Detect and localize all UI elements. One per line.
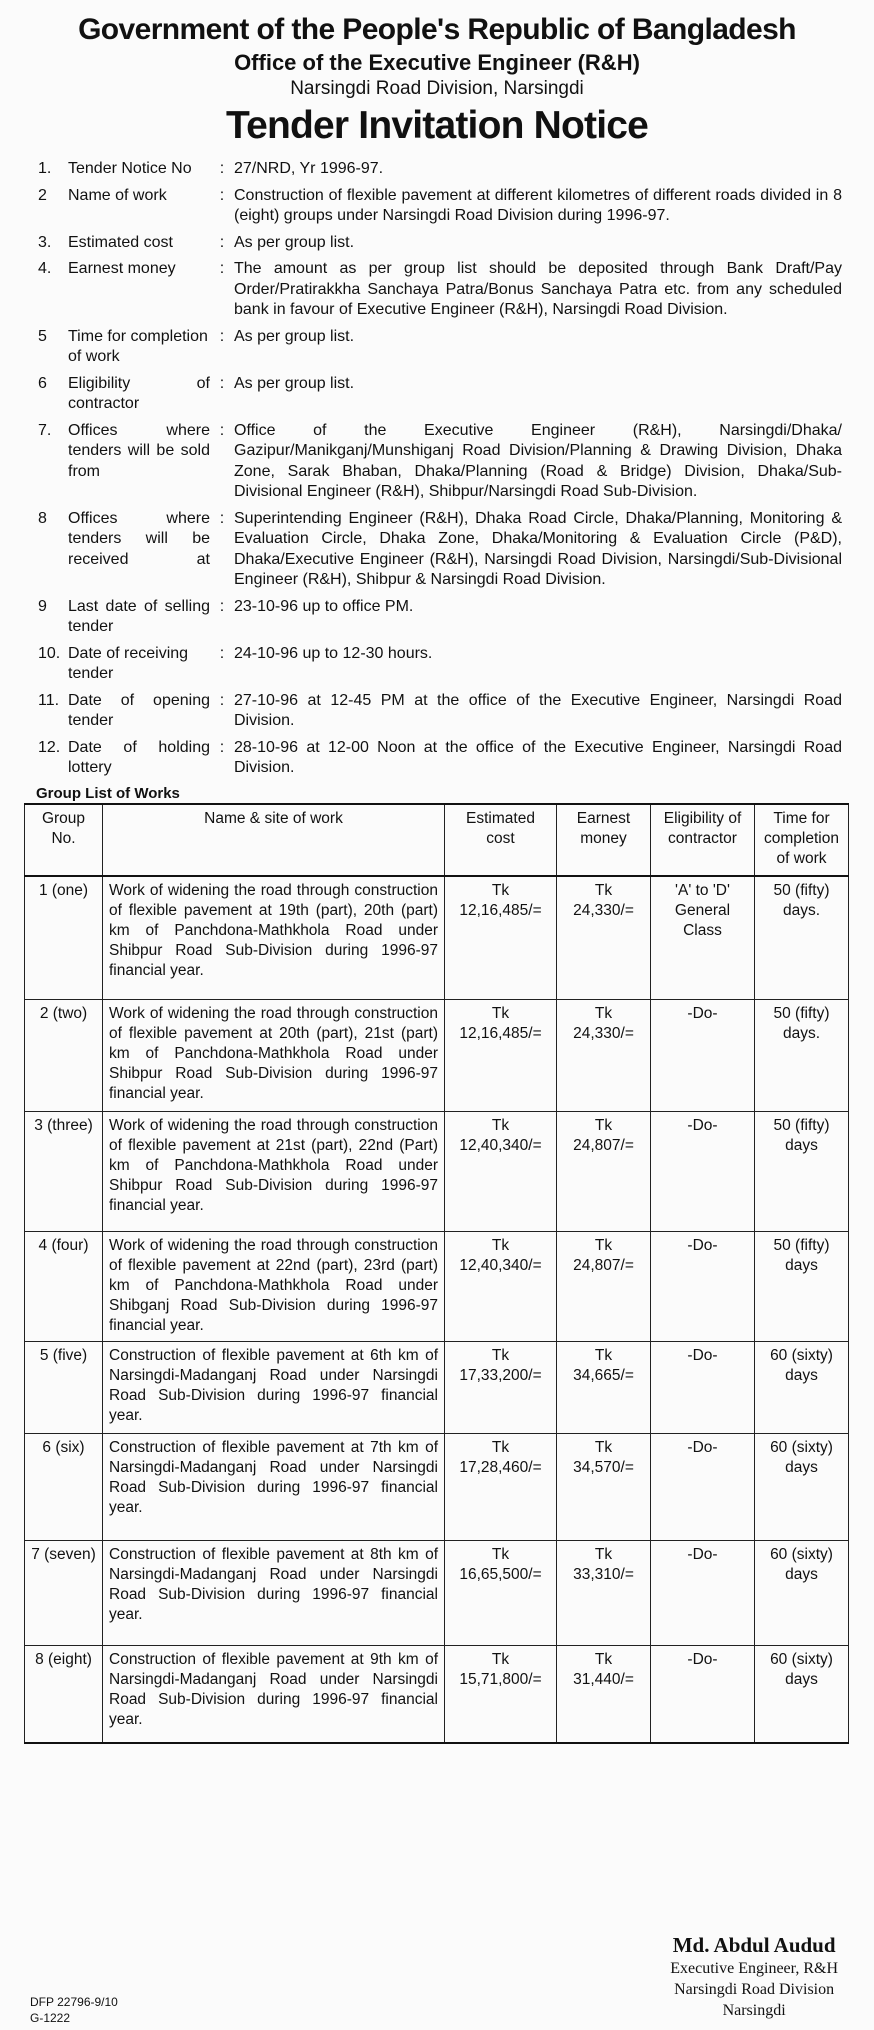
eligibility-cell: -Do- (651, 1341, 755, 1433)
clause-item (24, 421, 850, 503)
clause-value: 27-10-96 at 12-45 PM at the office of the Executive Engineer, Narsingdi Road Division. (234, 691, 842, 729)
group-cell: 2 (two) (25, 999, 103, 1111)
time-cell: 50 (fifty) days. (755, 999, 849, 1111)
time-cell: 50 (fifty) days (755, 1111, 849, 1231)
earnest-value: 24,807/= (573, 1256, 634, 1274)
clause-colon: : (219, 233, 225, 251)
header-group: Group No. (25, 804, 103, 876)
clause-label: Tender Notice No (68, 160, 192, 177)
publication-codes (30, 1994, 118, 2026)
clause-item (24, 691, 850, 732)
work-name-cell: Work of widening the road through construction of flexible pavement at 20th (part), 21st (part) km of Panchdona-Mathkhola Road under Shibpur Road Sub-Division during 1996-97 financial year. (103, 999, 445, 1111)
clause-colon: : (219, 421, 225, 439)
clause-colon: : (219, 597, 225, 615)
cost-cell (445, 1111, 557, 1231)
clause-item (24, 159, 850, 180)
table-row (25, 1645, 849, 1743)
cost-cell (445, 1540, 557, 1645)
cost-cell (445, 1231, 557, 1341)
cost-cell (445, 1433, 557, 1540)
earnest-cell (557, 1645, 651, 1743)
earnest-unit: Tk (594, 1346, 613, 1364)
clause-value: As per group list. (234, 327, 355, 345)
clause-number: 12. (38, 738, 61, 756)
eligibility-cell: -Do- (651, 1111, 755, 1231)
clause-number: 5 (38, 327, 47, 345)
work-name-cell: Construction of flexible pavement at 6th km of Narsingdi-Madanganj Road under Narsingdi Road Sub-Division during 1996-97 financial year. (103, 1341, 445, 1433)
clause-value: 27/NRD, Yr 1996-97. (234, 160, 384, 177)
cost-unit: Tk (491, 1004, 510, 1022)
clause-number: 2 (38, 186, 47, 204)
clause-number: 1. (38, 160, 52, 177)
clause-number: 8 (38, 509, 47, 527)
header-earnest: Earnest money (557, 804, 651, 876)
clause-value: As per group list. (234, 374, 355, 392)
cost-cell (445, 876, 557, 1000)
dfp-code: DFP 22796-9/10 (30, 1995, 118, 2009)
eligibility-cell: 'A' to 'D' General Class (651, 876, 755, 1000)
signature-block (670, 1932, 838, 2021)
work-name-cell: Construction of flexible pavement at 8th km of Narsingdi-Madanganj Road under Narsingdi Road Sub-Division during 1996-97 financial year. (103, 1540, 445, 1645)
group-cell: 4 (four) (25, 1231, 103, 1341)
earnest-unit: Tk (594, 1545, 613, 1563)
group-list-table (24, 803, 849, 1744)
division-name: Narsingdi Road Division, Narsingdi (290, 78, 584, 99)
clause-item (24, 233, 850, 254)
clause-value: The amount as per group list should be deposited through Bank Draft/Pay Order/Pratirakkha Sanchaya Patra/Bonus Sanchaya Patra etc. from any scheduled bank in favour of Executive Engineer (R&H), Narsingdi Road Division. (234, 260, 842, 318)
cost-cell (445, 999, 557, 1111)
header-cost: Estimated cost (445, 804, 557, 876)
group-cell: 5 (five) (25, 1341, 103, 1433)
earnest-value: 34,665/= (573, 1366, 634, 1384)
eligibility-cell: -Do- (651, 1645, 755, 1743)
earnest-unit: Tk (594, 1116, 613, 1134)
clause-value: 24-10-96 up to 12-30 hours. (234, 644, 433, 662)
notice-clauses (24, 159, 850, 779)
earnest-cell (557, 1231, 651, 1341)
clause-label: Date of receiving tender (68, 644, 189, 682)
clause-value: Superintending Engineer (R&H), Dhaka Road Circle, Dhaka/Planning, Monitoring & Evaluation Circle, Dhaka Zone, Dhaka/Monitoring & Evaluation Circle (P&D), Dhaka/Executive Engineer (R&H), Narsingdi Road Division, Narsingdi/Sub-Divisional Engineer (R&H), Shibpur & Narsingdi Road Division. (234, 509, 842, 588)
cost-unit: Tk (491, 1116, 510, 1134)
clause-label: Earnest money (68, 260, 176, 277)
earnest-cell (557, 1540, 651, 1645)
clause-number: 4. (38, 260, 52, 277)
cost-unit: Tk (491, 1236, 510, 1254)
clause-colon: : (219, 644, 225, 662)
cost-unit: Tk (491, 1545, 510, 1563)
clause-colon: : (219, 260, 225, 277)
clause-item (24, 509, 850, 591)
earnest-value: 34,570/= (573, 1458, 634, 1476)
work-name-cell: Work of widening the road through construction of flexible pavement at 22nd (part), 23rd (part) km of Panchdona-Mathkhola Road under Shibganj Road Sub-Division during 1996-97 financial year. (103, 1231, 445, 1341)
eligibility-cell: -Do- (651, 1231, 755, 1341)
cost-value: 16,65,500/= (459, 1565, 542, 1583)
table-row (25, 999, 849, 1111)
clause-label: Estimated cost (68, 233, 173, 251)
cost-value: 17,33,200/= (459, 1366, 542, 1384)
clause-item (24, 597, 850, 638)
clause-colon: : (219, 374, 225, 392)
time-cell: 60 (sixty) days (755, 1433, 849, 1540)
clause-label: Time for completion of work (68, 327, 208, 365)
earnest-unit: Tk (594, 1236, 613, 1254)
work-name-cell: Work of widening the road through construction of flexible pavement at 21st (part), 22nd (Part) km of Panchdona-Mathkhola Road under Shibpur Road Sub-Division during 1996-97 financial year. (103, 1111, 445, 1231)
clause-number: 6 (38, 374, 47, 392)
clause-colon: : (219, 186, 225, 204)
earnest-value: 33,310/= (573, 1565, 634, 1583)
clause-item (24, 186, 850, 227)
eligibility-cell: -Do- (651, 1540, 755, 1645)
time-cell: 60 (sixty) days (755, 1341, 849, 1433)
cost-cell (445, 1341, 557, 1433)
group-cell: 3 (three) (25, 1111, 103, 1231)
work-name-cell: Construction of flexible pavement at 9th km of Narsingdi-Madanganj Road under Narsingdi Road Sub-Division during 1996-97 financial year. (103, 1645, 445, 1743)
earnest-cell (557, 999, 651, 1111)
government-name: Government of the People's Republic of Bangladesh (78, 13, 796, 46)
earnest-unit: Tk (594, 1650, 613, 1668)
table-row (25, 876, 849, 1000)
table-row (25, 1111, 849, 1231)
table-row (25, 1231, 849, 1341)
clause-number: 3. (38, 233, 52, 251)
header-eligibility: Eligibility of contractor (651, 804, 755, 876)
time-cell: 60 (sixty) days (755, 1645, 849, 1743)
work-name-cell: Work of widening the road through construction of flexible pavement at 19th (part), 20th (part) km of Panchdona-Mathkhola Road under Shibpur Road Sub-Division during 1996-97 financial year. (103, 876, 445, 1000)
clause-value: 28-10-96 at 12-00 Noon at the office of the Executive Engineer, Narsingdi Road Division. (234, 738, 842, 776)
earnest-value: 24,807/= (573, 1136, 634, 1154)
cost-value: 12,16,485/= (459, 901, 542, 919)
cost-value: 12,16,485/= (459, 1024, 542, 1042)
earnest-cell (557, 876, 651, 1000)
eligibility-cell: -Do- (651, 999, 755, 1111)
table-row (25, 1341, 849, 1433)
clause-label: Date of holding lottery (68, 738, 210, 776)
clause-number: 10. (38, 644, 61, 662)
clause-label: Eligibility of contractor (68, 374, 210, 412)
clause-item (24, 374, 850, 415)
work-name-cell: Construction of flexible pavement at 7th km of Narsingdi-Madanganj Road under Narsingdi Road Sub-Division during 1996-97 financial year. (103, 1433, 445, 1540)
clause-number: 7. (38, 421, 52, 439)
time-cell: 60 (sixty) days (755, 1540, 849, 1645)
clause-label: Date of opening tender (68, 691, 210, 729)
cost-value: 12,40,340/= (459, 1256, 542, 1274)
group-list-label: Group List of Works (36, 784, 180, 802)
table-header-row (25, 804, 849, 876)
header-time: Time for completion of work (755, 804, 849, 876)
time-cell: 50 (fifty) days (755, 1231, 849, 1341)
time-cell: 50 (fifty) days. (755, 876, 849, 1000)
clause-label: Offices where tenders will be received at (68, 509, 210, 568)
earnest-value: 24,330/= (573, 901, 634, 919)
signatory-place: Narsingdi (722, 2002, 786, 2019)
clause-item (24, 738, 850, 779)
earnest-cell (557, 1341, 651, 1433)
eligibility-cell: -Do- (651, 1433, 755, 1540)
clause-value: Office of the Executive Engineer (R&H), Narsingdi/Dhaka/ Gazipur/Manikganj/Munshiganj Road Division/Planning & Drawing Division, Dhaka Zone, Sarak Bhaban, Dhaka/Planning (Road & Bridge) Division, Dhaka/Sub-Divisional Engineer (R&H), Shibpur/Narsingdi Road Sub-Division. (234, 421, 842, 500)
notice-header (24, 12, 850, 149)
g-code: G-1222 (30, 2011, 71, 2025)
earnest-unit: Tk (594, 881, 613, 899)
group-cell: 8 (eight) (25, 1645, 103, 1743)
clause-label: Offices where tenders will be sold from (68, 421, 210, 480)
group-cell: 7 (seven) (25, 1540, 103, 1645)
clause-value: 23-10-96 up to office PM. (234, 597, 414, 615)
clause-colon: : (219, 691, 225, 709)
clause-colon: : (219, 738, 225, 756)
clause-value: Construction of flexible pavement at different kilometres of different roads divided in 8 (eight) groups under Narsingdi Road Division during 1996-97. (234, 186, 842, 224)
cost-value: 15,71,800/= (459, 1670, 542, 1688)
earnest-unit: Tk (594, 1438, 613, 1456)
earnest-value: 24,330/= (573, 1024, 634, 1042)
signatory-name: Md. Abdul Audud (672, 1933, 836, 1957)
cost-cell (445, 1645, 557, 1743)
earnest-unit: Tk (594, 1004, 613, 1022)
cost-unit: Tk (491, 881, 510, 899)
signatory-designation: Executive Engineer, R&H (670, 1960, 838, 1977)
notice-title: Tender Invitation Notice (225, 104, 649, 147)
cost-value: 17,28,460/= (459, 1458, 542, 1476)
signatory-division: Narsingdi Road Division (674, 1981, 835, 1998)
cost-unit: Tk (491, 1650, 510, 1668)
clause-colon: : (219, 327, 225, 345)
clause-label: Name of work (68, 186, 167, 204)
group-cell: 1 (one) (25, 876, 103, 1000)
earnest-cell (557, 1433, 651, 1540)
office-name: Office of the Executive Engineer (R&H) (234, 50, 640, 75)
header-name: Name & site of work (103, 804, 445, 876)
table-row (25, 1433, 849, 1540)
clause-number: 11. (38, 691, 60, 709)
earnest-cell (557, 1111, 651, 1231)
cost-value: 12,40,340/= (459, 1136, 542, 1154)
cost-unit: Tk (491, 1438, 510, 1456)
clause-number: 9 (38, 597, 47, 615)
clause-colon: : (219, 160, 225, 177)
earnest-value: 31,440/= (573, 1670, 634, 1688)
clause-item (24, 327, 850, 368)
clause-value: As per group list. (234, 233, 355, 251)
group-cell: 6 (six) (25, 1433, 103, 1540)
clause-colon: : (219, 509, 225, 527)
clause-item (24, 644, 850, 685)
clause-item (24, 259, 850, 321)
table-row (25, 1540, 849, 1645)
clause-label: Last date of selling tender (68, 597, 210, 635)
cost-unit: Tk (491, 1346, 510, 1364)
